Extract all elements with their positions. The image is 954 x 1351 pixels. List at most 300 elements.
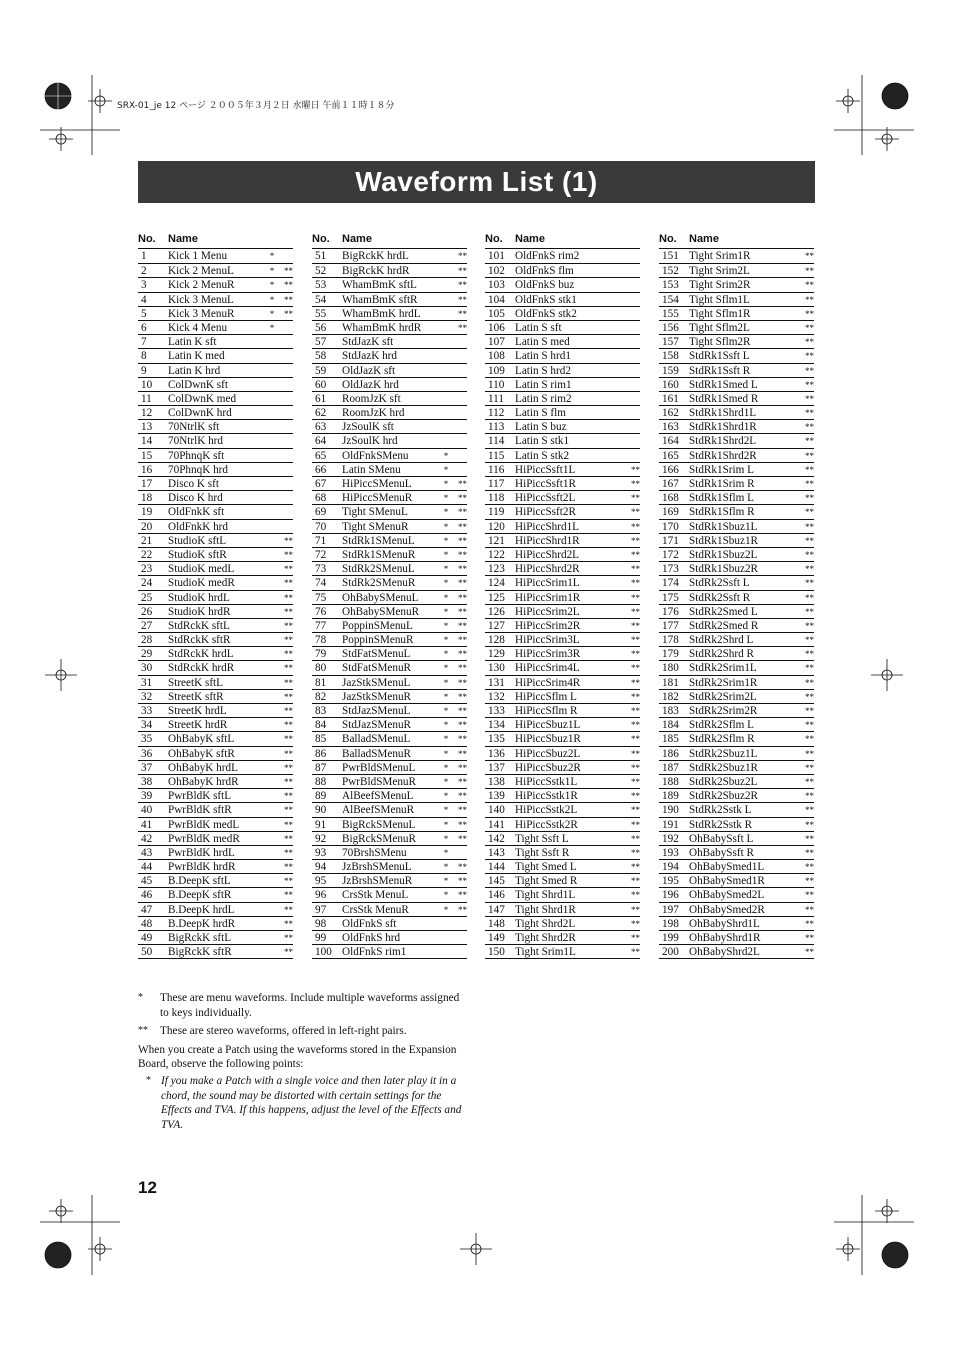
stereo-mark: ** <box>805 691 814 702</box>
menu-mark <box>614 392 624 405</box>
table-row <box>485 887 640 901</box>
stereo-mark: ** <box>631 606 640 617</box>
waveform-name: OhBabySMenuL <box>342 591 419 604</box>
table-row <box>138 448 293 462</box>
patch-point: * If you make a Patch with a single voice and then later play it in a chord, the sound may be distorted with certain settings for the Effects and TVA. If this happens, adjust the level of the Effects and TVA. <box>146 1074 462 1131</box>
stereo-mark: ** <box>458 677 467 688</box>
stereo-mark <box>277 349 293 362</box>
table-row <box>138 632 293 646</box>
table-row <box>312 433 467 447</box>
waveform-number: 163 <box>662 421 679 434</box>
waveform-name: StdRckK hrdL <box>168 648 234 661</box>
table-row <box>485 746 640 760</box>
table-row <box>138 916 293 930</box>
menu-mark <box>267 888 277 901</box>
waveform-number: 200 <box>662 946 679 959</box>
waveform-name: Tight SMenuL <box>342 506 408 519</box>
waveform-number: 80 <box>315 662 327 675</box>
table-row <box>138 618 293 632</box>
waveform-number: 54 <box>315 293 327 306</box>
menu-mark <box>788 520 798 533</box>
table-row <box>138 760 293 774</box>
menu-mark: * <box>443 464 449 475</box>
menu-mark <box>788 732 798 745</box>
waveform-number: 127 <box>488 619 505 632</box>
menu-mark <box>788 633 798 646</box>
table-row <box>659 490 814 504</box>
waveform-number: 139 <box>488 790 505 803</box>
waveform-number: 151 <box>662 250 679 262</box>
waveform-number: 123 <box>488 563 505 576</box>
stereo-mark <box>624 364 640 377</box>
waveform-number: 13 <box>141 421 153 434</box>
menu-mark <box>788 249 798 263</box>
menu-mark <box>788 945 798 958</box>
waveform-name: StdRk2Sbuz2R <box>689 790 759 803</box>
stereo-mark: ** <box>805 351 814 362</box>
stereo-mark: ** <box>631 833 640 844</box>
menu-mark <box>614 249 624 263</box>
table-row <box>659 675 814 689</box>
waveform-number: 76 <box>315 605 327 618</box>
stereo-mark <box>277 477 293 490</box>
stereo-mark: ** <box>805 592 814 603</box>
menu-mark: * <box>443 890 449 901</box>
menu-mark <box>441 278 451 291</box>
stereo-mark: ** <box>458 493 467 504</box>
waveform-number: 193 <box>662 846 679 859</box>
waveform-number: 24 <box>141 577 153 590</box>
waveform-number: 143 <box>488 846 505 859</box>
table-row <box>485 348 640 362</box>
menu-mark: * <box>269 266 275 277</box>
waveform-number: 18 <box>141 492 153 505</box>
stereo-mark: ** <box>284 564 293 575</box>
waveform-number: 51 <box>315 250 327 262</box>
stereo-mark <box>451 449 467 462</box>
waveform-number: 88 <box>315 775 327 788</box>
stereo-mark: ** <box>631 819 640 830</box>
menu-mark: * <box>443 677 449 688</box>
menu-mark: * <box>443 734 449 745</box>
waveform-number: 32 <box>141 690 153 703</box>
menu-mark: * <box>443 776 449 787</box>
waveform-number: 178 <box>662 634 679 647</box>
menu-mark: * <box>443 578 449 589</box>
table-row <box>138 731 293 745</box>
waveform-name: StdRk2Sbuz2L <box>689 775 758 788</box>
waveform-number: 19 <box>141 506 153 519</box>
waveform-name: StreetK sftR <box>168 690 224 703</box>
stereo-mark: ** <box>631 720 640 731</box>
waveform-name: HiPiccSrim4L <box>515 662 580 675</box>
stereo-mark: ** <box>805 890 814 901</box>
menu-mark <box>267 434 277 447</box>
waveform-name: StdRk1Srim R <box>689 478 755 490</box>
waveform-number: 119 <box>488 506 505 519</box>
stereo-mark <box>277 420 293 433</box>
table-row <box>485 590 640 604</box>
menu-mark <box>614 803 624 816</box>
stereo-mark: ** <box>805 862 814 873</box>
waveform-number: 47 <box>141 903 153 916</box>
waveform-number: 166 <box>662 463 679 476</box>
stereo-mark: ** <box>458 280 467 291</box>
menu-mark <box>614 917 624 930</box>
table-row <box>138 902 293 916</box>
stereo-mark: ** <box>631 549 640 560</box>
waveform-number: 157 <box>662 336 679 349</box>
table-row <box>659 660 814 674</box>
menu-mark <box>788 434 798 447</box>
waveform-number: 43 <box>141 846 153 859</box>
waveform-number: 153 <box>662 279 679 292</box>
waveform-number: 191 <box>662 818 679 831</box>
stereo-mark: ** <box>284 635 293 646</box>
waveform-name: CrsStk MenuL <box>342 889 409 902</box>
table-row <box>138 660 293 674</box>
table-row <box>659 618 814 632</box>
waveform-number: 125 <box>488 591 505 604</box>
stereo-mark: ** <box>284 266 293 277</box>
waveform-number: 33 <box>141 705 153 717</box>
menu-mark <box>788 931 798 944</box>
menu-mark <box>788 690 798 703</box>
table-row <box>659 292 814 306</box>
menu-mark <box>614 520 624 533</box>
menu-mark <box>614 477 624 490</box>
menu-mark <box>267 364 277 377</box>
waveform-number: 48 <box>141 917 153 930</box>
waveform-name: AlBeefSMenuR <box>342 804 415 817</box>
waveform-column-1 <box>138 232 293 959</box>
table-row <box>312 802 467 816</box>
table-row <box>138 476 293 490</box>
menu-mark <box>441 931 451 944</box>
table-row <box>312 405 467 419</box>
stereo-mark <box>624 264 640 277</box>
stereo-mark: ** <box>631 507 640 518</box>
menu-mark <box>267 619 277 632</box>
table-row <box>312 519 467 533</box>
waveform-name: RoomJzK sft <box>342 392 401 405</box>
waveform-name: OldFnkK sft <box>168 506 225 519</box>
waveform-name: HiPiccSrim1L <box>515 577 580 590</box>
table-row <box>659 760 814 774</box>
column-header <box>659 232 814 249</box>
waveform-number: 78 <box>315 634 327 647</box>
menu-mark <box>267 945 277 958</box>
table-row <box>312 476 467 490</box>
waveform-number: 83 <box>315 705 327 717</box>
footnote-menu: * These are menu waveforms. Include multiple waveforms assigned to keys individually. <box>138 992 460 1019</box>
stereo-mark <box>624 307 640 320</box>
waveform-number: 93 <box>315 846 327 859</box>
table-row <box>485 377 640 391</box>
stereo-mark <box>451 917 467 930</box>
menu-mark: * <box>443 564 449 575</box>
stereo-mark: ** <box>458 308 467 319</box>
menu-mark: * <box>443 663 449 674</box>
menu-mark <box>267 591 277 604</box>
table-row <box>312 717 467 731</box>
stereo-mark: ** <box>458 649 467 660</box>
table-row <box>659 873 814 887</box>
stereo-mark: ** <box>631 663 640 674</box>
waveform-number: 197 <box>662 903 679 916</box>
waveform-number: 85 <box>315 733 327 746</box>
waveform-name: OldJazK hrd <box>342 378 399 391</box>
waveform-number: 94 <box>315 861 327 874</box>
menu-mark <box>788 718 798 731</box>
table-row <box>312 930 467 944</box>
menu-mark <box>788 619 798 632</box>
menu-mark <box>788 477 798 490</box>
table-row <box>312 462 467 476</box>
stereo-mark: ** <box>631 578 640 589</box>
menu-mark <box>788 349 798 362</box>
stereo-mark <box>451 335 467 348</box>
waveform-name: StdJazSMenuR <box>342 719 411 732</box>
stereo-mark: ** <box>631 691 640 702</box>
waveform-name: OldFnkS buz <box>515 279 575 292</box>
menu-mark <box>267 477 277 490</box>
stereo-mark: ** <box>284 734 293 745</box>
stereo-mark: ** <box>805 734 814 745</box>
waveform-number: 23 <box>141 563 153 576</box>
table-row <box>485 774 640 788</box>
menu-mark <box>267 874 277 887</box>
waveform-name: StdRk1Shrd1R <box>689 421 757 434</box>
stereo-mark <box>451 349 467 362</box>
menu-mark <box>788 392 798 405</box>
table-row <box>485 703 640 717</box>
waveform-name: Latin S flm <box>515 407 566 420</box>
waveform-number: 185 <box>662 733 679 746</box>
waveform-number: 121 <box>488 534 505 547</box>
waveform-number: 172 <box>662 548 679 561</box>
waveform-name: Tight Sflm2R <box>689 336 751 349</box>
table-row <box>659 817 814 831</box>
waveform-number: 97 <box>315 903 327 916</box>
waveform-name: BigRckK sftR <box>168 946 232 959</box>
waveform-name: StdRk1SMenuL <box>342 534 415 547</box>
table-row <box>659 504 814 518</box>
table-row <box>659 405 814 419</box>
waveform-number: 165 <box>662 449 679 462</box>
stereo-mark: ** <box>458 833 467 844</box>
menu-mark: * <box>443 549 449 560</box>
waveform-name: PwrBldSMenuR <box>342 775 416 788</box>
stereo-mark: ** <box>631 876 640 887</box>
menu-mark <box>441 307 451 320</box>
table-row <box>485 320 640 334</box>
waveform-name: StudioK hrdR <box>168 605 231 618</box>
waveform-name: JazStkSMenuL <box>342 676 411 689</box>
waveform-number: 56 <box>315 321 327 334</box>
stereo-mark: ** <box>631 748 640 759</box>
menu-mark <box>614 349 624 362</box>
waveform-number: 108 <box>488 350 505 363</box>
menu-mark <box>614 647 624 660</box>
table-row <box>138 703 293 717</box>
waveform-number: 42 <box>141 832 153 845</box>
table-row <box>659 476 814 490</box>
stereo-mark: ** <box>284 862 293 873</box>
menu-mark: * <box>443 507 449 518</box>
waveform-name: OldFnkSMenu <box>342 449 409 462</box>
waveform-name: HiPiccSrim2L <box>515 605 580 618</box>
menu-mark <box>267 392 277 405</box>
table-row <box>138 334 293 348</box>
stereo-mark: ** <box>631 890 640 901</box>
waveform-number: 158 <box>662 350 679 363</box>
waveform-name: HiPiccSrim1R <box>515 591 581 604</box>
stereo-mark: ** <box>284 833 293 844</box>
table-row <box>138 561 293 575</box>
menu-mark <box>788 775 798 788</box>
stereo-mark: ** <box>631 535 640 546</box>
waveform-name: StdRk2Sstk L <box>689 804 752 817</box>
waveform-name: HiPiccSstk1R <box>515 790 578 803</box>
menu-mark <box>614 903 624 916</box>
stereo-mark: ** <box>631 947 640 958</box>
waveform-number: 79 <box>315 648 327 661</box>
menu-mark <box>614 860 624 873</box>
waveform-name: StreetK sftL <box>168 676 223 689</box>
waveform-number: 141 <box>488 818 505 831</box>
waveform-name: StdRk2Srim2R <box>689 705 758 717</box>
table-row <box>659 334 814 348</box>
table-row <box>485 788 640 802</box>
menu-mark: * <box>443 649 449 660</box>
waveform-name: HiPiccSflm R <box>515 705 578 717</box>
waveform-number: 11 <box>141 392 152 405</box>
header-no: No. <box>312 233 330 245</box>
stereo-mark: ** <box>284 776 293 787</box>
table-row <box>312 731 467 745</box>
stereo-mark: ** <box>631 933 640 943</box>
stereo-mark: ** <box>284 620 293 631</box>
table-row <box>485 277 640 291</box>
waveform-name: JzSoulK hrd <box>342 435 398 448</box>
menu-mark <box>441 945 451 958</box>
stereo-mark: ** <box>805 379 814 390</box>
table-row <box>485 292 640 306</box>
menu-mark: * <box>269 308 275 319</box>
table-row <box>138 263 293 277</box>
column-header <box>138 232 293 249</box>
waveform-number: 184 <box>662 719 679 732</box>
stereo-mark <box>277 434 293 447</box>
waveform-name: BalladSMenuR <box>342 747 411 760</box>
stereo-mark <box>451 931 467 944</box>
menu-mark <box>614 378 624 391</box>
waveform-name: StdJazK hrd <box>342 350 397 363</box>
table-row <box>485 632 640 646</box>
menu-mark <box>788 661 798 674</box>
menu-mark: * <box>269 322 275 333</box>
waveform-number: 95 <box>315 875 327 888</box>
menu-mark <box>267 378 277 391</box>
menu-mark <box>614 775 624 788</box>
table-row <box>312 689 467 703</box>
waveform-name: HiPiccShrd2L <box>515 548 580 561</box>
menu-mark <box>788 321 798 334</box>
menu-mark <box>614 633 624 646</box>
waveform-name: 70PhnqK hrd <box>168 463 228 476</box>
waveform-name: StdRk1Sbuz2L <box>689 548 758 561</box>
stereo-mark: ** <box>805 393 814 404</box>
header-name: Name <box>689 233 719 245</box>
table-row <box>312 249 467 263</box>
menu-mark <box>267 789 277 802</box>
waveform-name: Latin S rim1 <box>515 378 572 391</box>
table-row <box>485 618 640 632</box>
menu-mark <box>614 449 624 462</box>
stereo-mark: ** <box>805 549 814 560</box>
waveform-number: 91 <box>315 818 327 831</box>
stereo-mark: ** <box>805 791 814 802</box>
waveform-name: HiPiccShrd1R <box>515 534 580 547</box>
waveform-name: WhamBmK hrdR <box>342 321 422 334</box>
table-row <box>485 817 640 831</box>
table-row <box>485 873 640 887</box>
menu-mark <box>788 903 798 916</box>
menu-mark <box>614 690 624 703</box>
menu-mark: * <box>443 479 449 489</box>
stereo-mark: ** <box>284 876 293 887</box>
table-row <box>659 831 814 845</box>
waveform-name: StdRk1Smed L <box>689 378 758 391</box>
waveform-number: 177 <box>662 619 679 632</box>
stereo-mark: ** <box>284 904 293 915</box>
waveform-name: PwrBldK medR <box>168 832 240 845</box>
stereo-mark: ** <box>631 918 640 929</box>
table-row <box>659 590 814 604</box>
table-row <box>312 377 467 391</box>
table-row <box>312 547 467 561</box>
table-row <box>312 646 467 660</box>
waveform-name: PoppinSMenuR <box>342 634 414 647</box>
waveform-number: 135 <box>488 733 505 746</box>
waveform-name: OldFnkS sft <box>342 917 397 930</box>
waveform-name: StdRk1Smed R <box>689 392 759 405</box>
waveform-name: Tight Ssft R <box>515 846 570 859</box>
waveform-number: 114 <box>488 435 505 448</box>
stereo-mark: ** <box>284 308 293 319</box>
stereo-mark: ** <box>284 592 293 603</box>
table-row <box>485 504 640 518</box>
table-row <box>485 263 640 277</box>
waveform-number: 138 <box>488 775 505 788</box>
waveform-name: StudioK sftL <box>168 534 227 547</box>
stereo-mark <box>624 434 640 447</box>
stereo-mark: ** <box>458 592 467 603</box>
menu-mark <box>788 874 798 887</box>
waveform-name: Latin S stk2 <box>515 449 570 462</box>
waveform-number: 45 <box>141 875 153 888</box>
header-no: No. <box>659 233 677 245</box>
stereo-mark: ** <box>805 294 814 305</box>
table-row <box>312 320 467 334</box>
waveform-name: 70PhnqK sft <box>168 449 225 462</box>
stereo-mark: ** <box>805 833 814 844</box>
stereo-mark <box>277 321 293 334</box>
menu-mark <box>267 818 277 831</box>
table-row <box>138 675 293 689</box>
waveform-name: OhBabySMenuR <box>342 605 420 618</box>
